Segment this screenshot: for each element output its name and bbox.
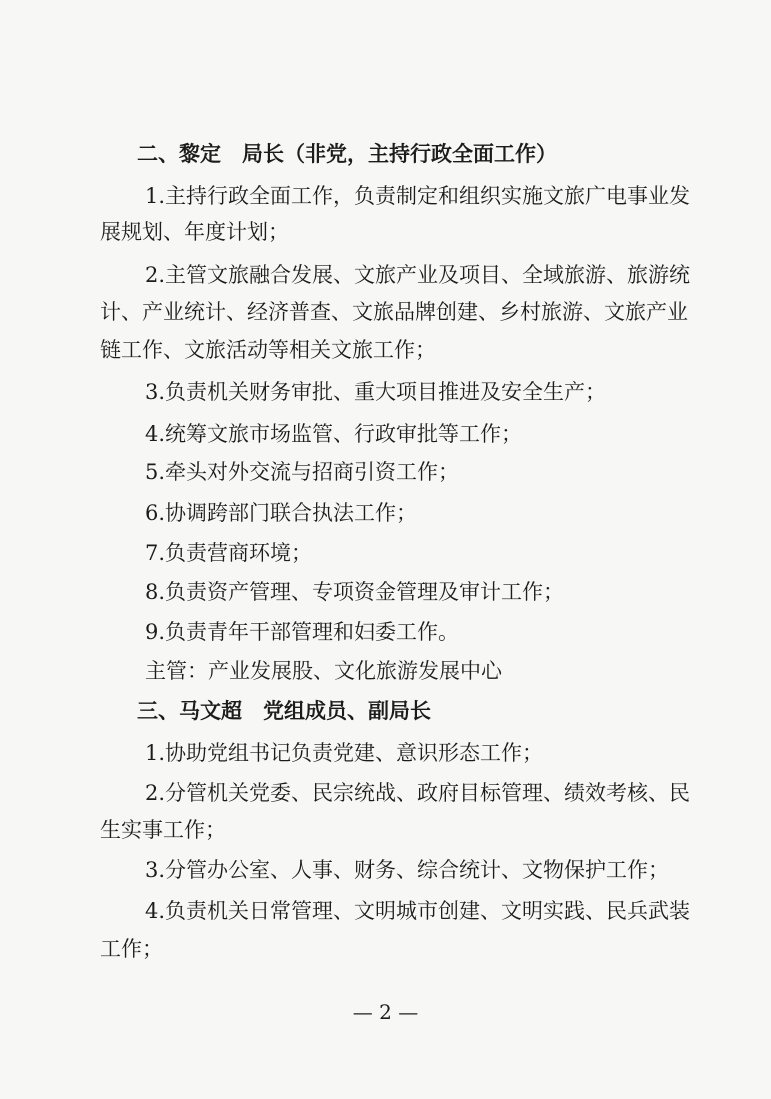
item-line: 2.主管文旅融合发展、文旅产业及项目、全域旅游、旅游统 <box>145 263 691 287</box>
item-line: 1.协助党组书记负责党建、意识形态工作； <box>145 741 544 765</box>
item-line: 3.负责机关财务审批、重大项目推进及安全生产； <box>145 380 607 404</box>
item-line: 1.主持行政全面工作，负责制定和组织实施文旅广电事业发 <box>145 184 691 208</box>
item-line: 3.分管办公室、人事、财务、综合统计、文物保护工作； <box>145 858 670 882</box>
item-line: 2.分管机关党委、民宗统战、政府目标管理、绩效考核、民 <box>145 781 691 805</box>
item-line: 9.负责青年干部管理和妇委工作。 <box>145 620 460 644</box>
item-line: 4.负责机关日常管理、文明城市创建、文明实践、民兵武装 <box>145 899 691 923</box>
item-line: 5.牵头对外交流与招商引资工作； <box>145 460 460 484</box>
page-number: — 2 — <box>352 1000 419 1024</box>
item-line: 生实事工作； <box>100 818 226 842</box>
item-line: 链工作、文旅活动等相关文旅工作； <box>100 338 436 362</box>
section-heading-2: 二、黎定 局长（非党，主持行政全面工作） <box>137 141 557 166</box>
supervision-line: 主管：产业发展股、文化旅游发展中心 <box>145 659 502 683</box>
section-heading-3: 三、马文超 党组成员、副局长 <box>137 698 431 723</box>
item-line: 8.负责资产管理、专项资金管理及审计工作； <box>145 580 565 604</box>
item-line: 4.统筹文旅市场监管、行政审批等工作； <box>145 422 523 446</box>
item-line: 计、产业统计、经济普查、文旅品牌创建、乡村旅游、文旅产业 <box>100 300 688 324</box>
item-line: 工作； <box>100 937 163 961</box>
item-line: 6.协调跨部门联合执法工作； <box>145 501 418 525</box>
item-line: 展规划、年度计划； <box>100 220 289 244</box>
item-line: 7.负责营商环境； <box>145 541 313 565</box>
